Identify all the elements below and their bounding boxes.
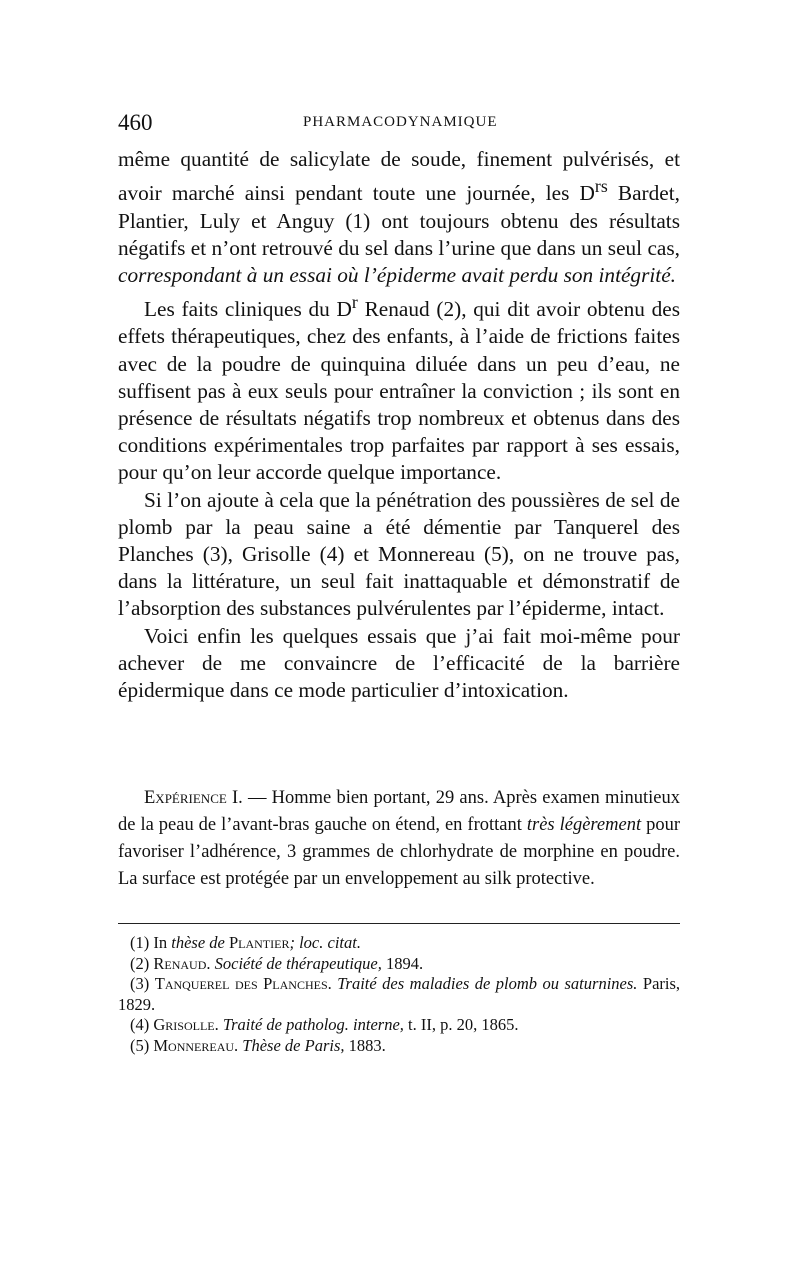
footnote-divider xyxy=(118,923,680,924)
page-number: 460 xyxy=(118,110,153,135)
body-text xyxy=(118,146,680,704)
paragraph-1: même quantité de salicylate de soude, finement pulvérisés, et avoir marché ainsi pendant toute une journée, les $D^{rs}$ Bardet, Plantier, Luly et Anguy (1) ont toujours obtenu des résultats négatifs et n’ont retrouvé du sel dans l’urine que dans un seul cas, correspondant à un essai où l’épiderme avait perdu son intégrité. xyxy=(118,147,680,287)
footnote-1: (1) In thèse de Plantier; loc. citat. xyxy=(130,933,361,952)
experiment-label: Expérience I. xyxy=(144,788,243,808)
footnotes xyxy=(118,933,680,1056)
paragraph-4: Voici enfin les quelques essais que j’ai fait moi-même pour achever de me convaincre de l’efficacité de la barrière épidermique dans ce mode particulier d’intoxication. xyxy=(118,623,680,703)
experiment-1: Expérience I. — Homme bien portant, 29 ans. Après examen minutieux de la peau de l’avant-bras gauche on étend, en frottant très légèrement pour favoriser l’adhérence, 3 grammes de chlorhydrate de morphine en poudre. La surface est protégée par un enveloppement au silk protective. xyxy=(118,788,680,889)
page-header xyxy=(118,110,680,144)
paragraph-2: Les faits cliniques du $D^r$ Renaud (2), qui dit avoir obtenu des effets thérapeutiques, chez des enfants, à l’aide de frictions faites avec de la poudre de quinquina diluée dans un peu d’eau, ne suffisent pas à eux seuls pour entraîner la conviction ; ils sont en présence de résultats négatifs trop nombreux et obtenus dans des conditions expérimentales trop parfaites par rapport à ses essais, pour qu’on leur accorde quelque importance. xyxy=(118,292,680,485)
running-title: PHARMACODYNAMIQUE xyxy=(303,114,498,130)
footnote-3: (3) Tanquerel des Planches. Traité des maladies de plomb ou saturnines. Paris, 1829. xyxy=(118,974,681,1014)
footnote-4: (4) Grisolle. Traité de patholog. interne, t. II, p. 20, 1865. xyxy=(130,1015,519,1034)
paragraph-1-italic: correspondant à un essai où l’épiderme avait perdu son intégrité. xyxy=(118,262,676,287)
footnote-2: (2) Renaud. Société de thérapeutique, 1894. xyxy=(130,953,424,973)
paragraph-3: Si l’on ajoute à cela que la pénétration des poussières de sel de plomb par la peau saine a été démentie par Tanquerel des Planches (3), Grisolle (4) et Monnereau (5), on ne trouve pas, dans la littérature, un seul fait inattaquable et démonstratif de l’absorption des substances pulvérulentes par l’épiderme, intact. xyxy=(118,487,680,621)
footnote-5: (5) Monnereau. Thèse de Paris, 1883. xyxy=(130,1035,386,1055)
